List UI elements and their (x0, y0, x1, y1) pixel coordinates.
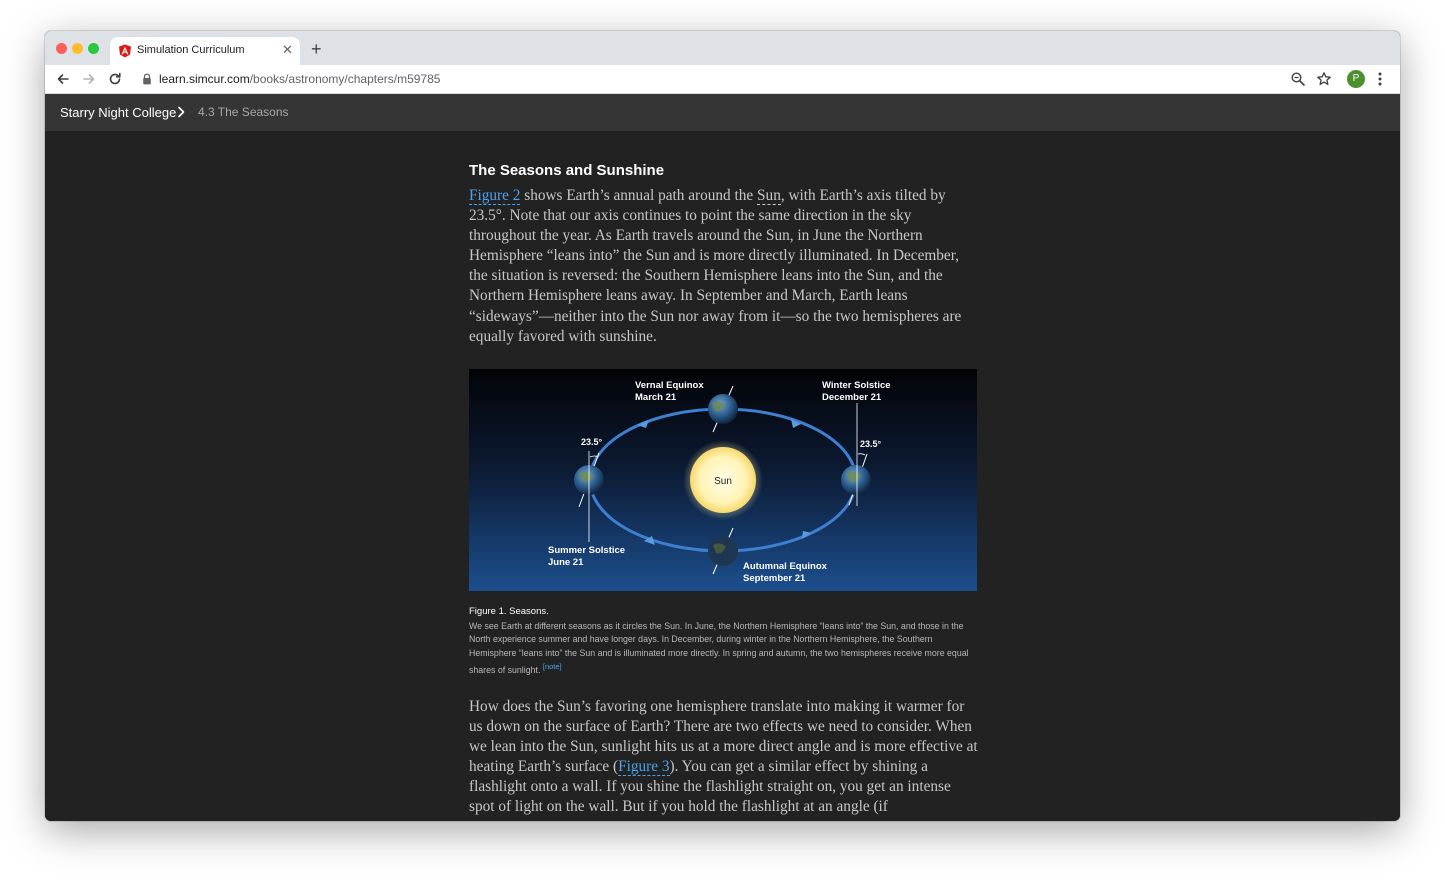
plus-icon[interactable]: + (311, 39, 322, 59)
figure-2-link[interactable]: Figure 2 (469, 187, 521, 204)
autumnal-equinox-label: Autumnal Equinox (743, 561, 827, 572)
section-title: The Seasons and Sunshine (469, 162, 665, 179)
tab-title: Simulation Curriculum (137, 44, 245, 56)
paragraph-text: , with Earth’s axis tilted by 23.5°. Note that our axis continues to point the same direction in the sky throughout the year. As Earth travels around the Sun, in June the Northern Hemisphere “leans into” the Sun and is more directly illuminated. In December, the situation is reversed: the Southern Hemisphere leans into the Sun, and the Northern Hemisphere leans away. In September and March, Earth leans “sideways”—neither into the Sun nor away from it—so the two hemispheres are equally favored with sunshine. (469, 187, 962, 345)
sun-label: Sun (714, 476, 732, 487)
close-window-button[interactable] (56, 43, 67, 54)
star-icon[interactable] (1316, 71, 1332, 87)
sun-glossary-term[interactable]: Sun (757, 187, 781, 204)
url-host: learn.simcur.com (159, 72, 250, 86)
figure-caption (469, 620, 974, 677)
earth-vernal (708, 394, 738, 424)
figure-3-link[interactable]: Figure 3 (618, 758, 670, 776)
summer-solstice-date: June 21 (548, 557, 584, 568)
autumnal-equinox-date: September 21 (743, 573, 806, 584)
breadcrumb-current: 4.3 The Seasons (198, 105, 289, 119)
reload-icon[interactable] (106, 70, 124, 88)
paragraph-text: How does the Sun’s favoring one hemisphere translate into making it warmer for us down on the surface of Earth? There are two effects we need to consider. When we lean into the Sun, sunlight hits us at a more direct angle and is more effective at heating Earth’s surface ( (469, 698, 978, 776)
tilt-label-right: 23.5° (860, 439, 882, 449)
seasons-figure (469, 369, 977, 591)
chevron-right-icon (176, 106, 186, 118)
figure-caption-text: We see Earth at different seasons as it circles the Sun. In June, the Northern Hemisphere “leans into” the Sun, and those in the North experience summer and have longer days. In December, during winter in the Northern Hemisphere, the Southern Hemisphere “leans into” the Sun and is illuminated more directly. In spring and autumn, the two hemispheres receive more equal shares of sunlight. (469, 621, 969, 675)
browser-window (45, 31, 1400, 821)
address-bar[interactable] (159, 72, 440, 86)
seasons-diagram (469, 369, 977, 591)
avatar[interactable]: P (1347, 70, 1365, 88)
paragraph-text: ). You can get a similar effect by shining a flashlight onto a wall. If you shine the flashlight straight on, you get an intense spot of light on the wall. But if you hold the flashlight at an angle (if (469, 758, 951, 816)
minimize-window-button[interactable] (72, 43, 83, 54)
page-content (45, 131, 1400, 821)
summer-solstice-label: Summer Solstice (548, 545, 626, 556)
note-link[interactable]: [note] (542, 661, 562, 671)
breadcrumb (45, 94, 1400, 131)
tab-strip (45, 31, 1400, 65)
winter-solstice-date: December 21 (822, 392, 882, 403)
paragraph (469, 697, 979, 818)
url-path: /books/astronomy/chapters/m59785 (249, 72, 441, 86)
close-icon[interactable]: ✕ (282, 42, 293, 57)
vernal-equinox-label: Vernal Equinox (635, 380, 704, 391)
zoom-icon[interactable] (1290, 71, 1306, 87)
tilt-label-left: 23.5° (581, 437, 603, 447)
browser-tab[interactable] (110, 37, 300, 65)
forward-arrow-icon[interactable] (80, 70, 98, 88)
back-arrow-icon[interactable] (54, 70, 72, 88)
vernal-equinox-date: March 21 (635, 392, 677, 403)
winter-solstice-label: Winter Solstice (822, 380, 891, 391)
paragraph (469, 186, 979, 347)
angular-logo-icon (118, 44, 132, 58)
figure-caption-title: Figure 1. Seasons. (469, 606, 549, 617)
breadcrumb-home-link[interactable]: Starry Night College (60, 105, 177, 120)
maximize-window-button[interactable] (88, 43, 99, 54)
browser-toolbar (45, 65, 1400, 94)
paragraph-text: shows Earth’s annual path around the (520, 187, 758, 204)
menu-dots-icon[interactable] (1377, 71, 1383, 87)
lock-icon[interactable] (142, 73, 152, 85)
